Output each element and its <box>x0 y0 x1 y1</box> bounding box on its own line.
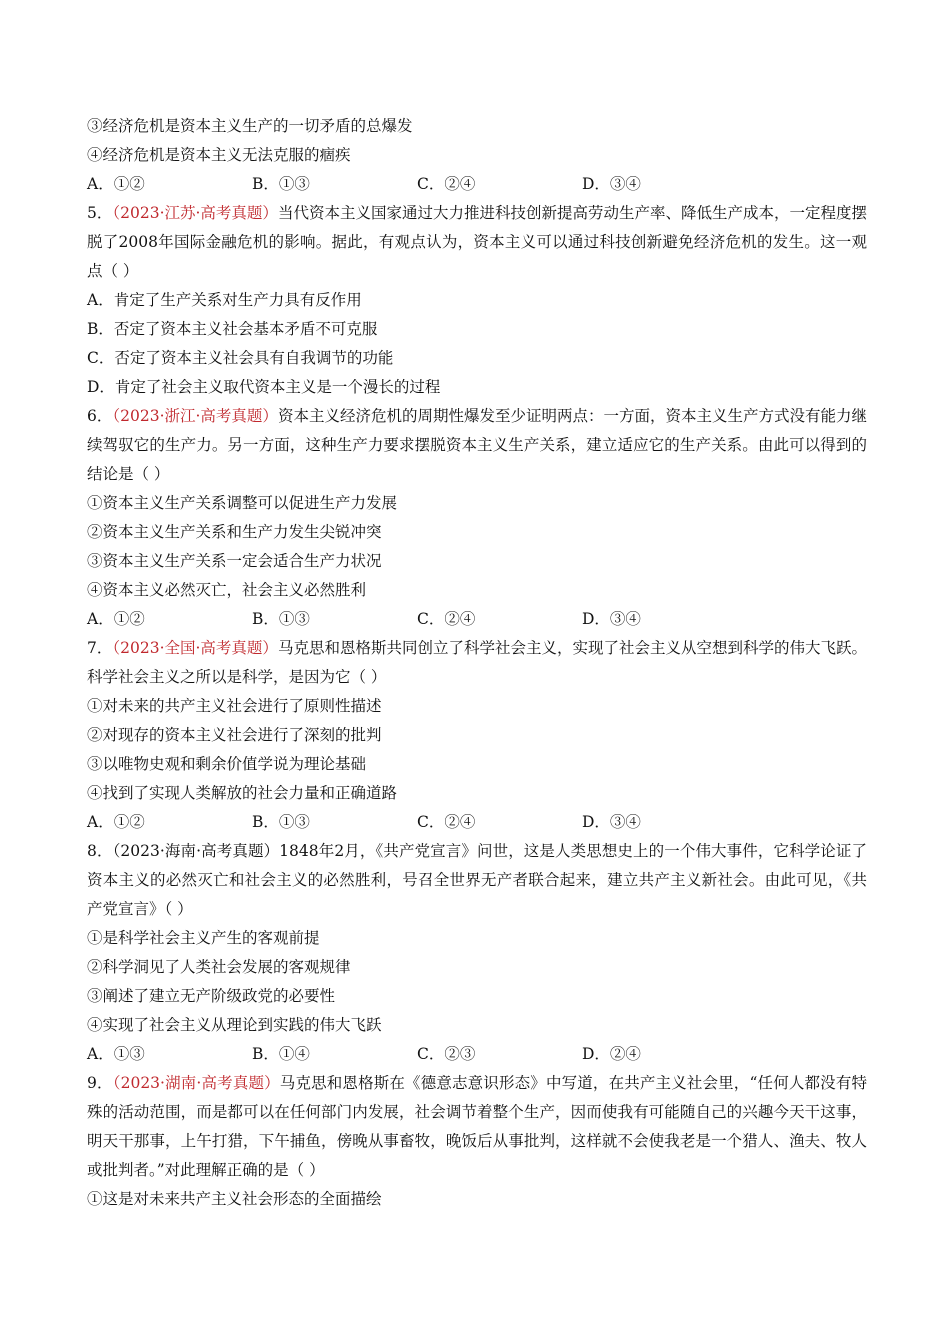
q9-stem <box>87 1069 867 1185</box>
q8-item-3: ③阐述了建立无产阶级政党的必要性 <box>87 987 336 1005</box>
q8-choice-b[interactable]: B．①④ <box>252 1045 310 1063</box>
q7-item-1: ①对未来的共产主义社会进行了原则性描述 <box>87 697 382 715</box>
q5-stem-text: 当代资本主义国家通过大力推进科技创新提高劳动生产率、降低生产成本，一定程度摆脱了2008年国际金融危机的影响。据此，有观点认为，资本主义可以通过科技创新避免经济危机的发生。这一观点（ ） <box>87 204 867 280</box>
q4-choices <box>87 170 867 199</box>
q6-choice-d[interactable]: D．③④ <box>582 610 641 628</box>
q7-choice-b[interactable]: B．①③ <box>252 813 310 831</box>
q6-item-4: ④资本主义必然灭亡，社会主义必然胜利 <box>87 581 367 599</box>
q6-source: （2023·浙江·高考真题） <box>112 407 278 425</box>
q7-choice-a[interactable]: A．①② <box>87 813 145 831</box>
q8-item-4: ④实现了社会主义从理论到实践的伟大飞跃 <box>87 1016 382 1034</box>
q8-choice-c[interactable]: C．②③ <box>417 1045 476 1063</box>
q6-choice-a[interactable]: A．①② <box>87 610 145 628</box>
exam-page <box>87 112 867 1214</box>
q6-stem-text: 资本主义经济危机的周期性爆发至少证明两点：一方面，资本主义生产方式没有能力继续驾驭它的生产力。另一方面，这种生产力要求摆脱资本主义生产关系，建立适应它的生产关系。由此可以得到的结论是（ ） <box>87 407 867 483</box>
q7-item-2: ②对现存的资本主义社会进行了深刻的批判 <box>87 726 382 744</box>
q8-choices <box>87 1040 867 1069</box>
q5-stem <box>87 199 867 286</box>
q4-item-3: ③经济危机是资本主义生产的一切矛盾的总爆发 <box>87 117 413 135</box>
q5-number: 5． <box>87 204 113 222</box>
q6-choice-b[interactable]: B．①③ <box>252 610 310 628</box>
q6-choice-c[interactable]: C．②④ <box>417 610 476 628</box>
q8-source: （2023·海南·高考真题） <box>112 842 280 860</box>
q5-option-c[interactable]: C．否定了资本主义社会具有自我调节的功能 <box>87 349 394 367</box>
q5-option-d[interactable]: D．肯定了社会主义取代资本主义是一个漫长的过程 <box>87 378 441 396</box>
q4-choice-a[interactable]: A．①② <box>87 175 145 193</box>
q9-stem-text: 马克思和恩格斯在《德意志意识形态》中写道，在共产主义社会里，“任何人都没有特殊的活动范围，而是都可以在任何部门内发展，社会调节着整个生产，因而使我有可能随自己的兴趣今天干这事，明天干那事，上午打猎，下午捕鱼，傍晚从事畜牧，晚饭后从事批判，这样就不会使我老是一个猎人、渔夫、牧人或批判者。”对此理解正确的是（ ） <box>87 1074 867 1179</box>
q7-choice-c[interactable]: C．②④ <box>417 813 476 831</box>
q7-item-3: ③以唯物史观和剩余价值学说为理论基础 <box>87 755 367 773</box>
q6-number: 6． <box>87 407 113 425</box>
q8-choice-a[interactable]: A．①③ <box>87 1045 145 1063</box>
q7-number: 7． <box>87 639 113 657</box>
q6-item-1: ①资本主义生产关系调整可以促进生产力发展 <box>87 494 398 512</box>
q8-number: 8． <box>87 842 113 860</box>
q8-item-2: ②科学洞见了人类社会发展的客观规律 <box>87 958 351 976</box>
q7-choice-d[interactable]: D．③④ <box>582 813 641 831</box>
q7-stem <box>87 634 867 692</box>
q4-choice-b[interactable]: B．①③ <box>252 175 310 193</box>
q6-stem <box>87 402 867 489</box>
q8-stem-text: 1848年2月，《共产党宣言》问世，这是人类思想史上的一个伟大事件，它科学论证了资本主义的必然灭亡和社会主义的必然胜利，号召全世界无产者联合起来，建立共产主义新社会。由此可见，《共产党宣言》（ ） <box>87 842 867 918</box>
q9-item-1: ①这是对未来共产主义社会形态的全面描绘 <box>87 1190 382 1208</box>
q7-source: （2023·全国·高考真题） <box>112 639 278 657</box>
q6-item-3: ③资本主义生产关系一定会适合生产力状况 <box>87 552 382 570</box>
q4-item-4: ④经济危机是资本主义无法克服的痼疾 <box>87 146 351 164</box>
q5-option-a[interactable]: A．肯定了生产关系对生产力具有反作用 <box>87 291 362 309</box>
q5-source: （2023·江苏·高考真题） <box>112 204 278 222</box>
q8-item-1: ①是科学社会主义产生的客观前提 <box>87 929 320 947</box>
q6-choices <box>87 605 867 634</box>
q4-choice-d[interactable]: D．③④ <box>582 175 641 193</box>
q9-source: （2023·湖南·高考真题） <box>112 1074 280 1092</box>
q9-number: 9． <box>87 1074 113 1092</box>
q7-stem-text: 马克思和恩格斯共同创立了科学社会主义，实现了社会主义从空想到科学的伟大飞跃。科学社会主义之所以是科学，是因为它（ ） <box>87 639 867 686</box>
q4-choice-c[interactable]: C．②④ <box>417 175 476 193</box>
q7-item-4: ④找到了实现人类解放的社会力量和正确道路 <box>87 784 398 802</box>
q7-choices <box>87 808 867 837</box>
q8-choice-d[interactable]: D．②④ <box>582 1045 641 1063</box>
q5-option-b[interactable]: B．否定了资本主义社会基本矛盾不可克服 <box>87 320 378 338</box>
q6-item-2: ②资本主义生产关系和生产力发生尖锐冲突 <box>87 523 382 541</box>
q8-stem <box>87 837 867 924</box>
